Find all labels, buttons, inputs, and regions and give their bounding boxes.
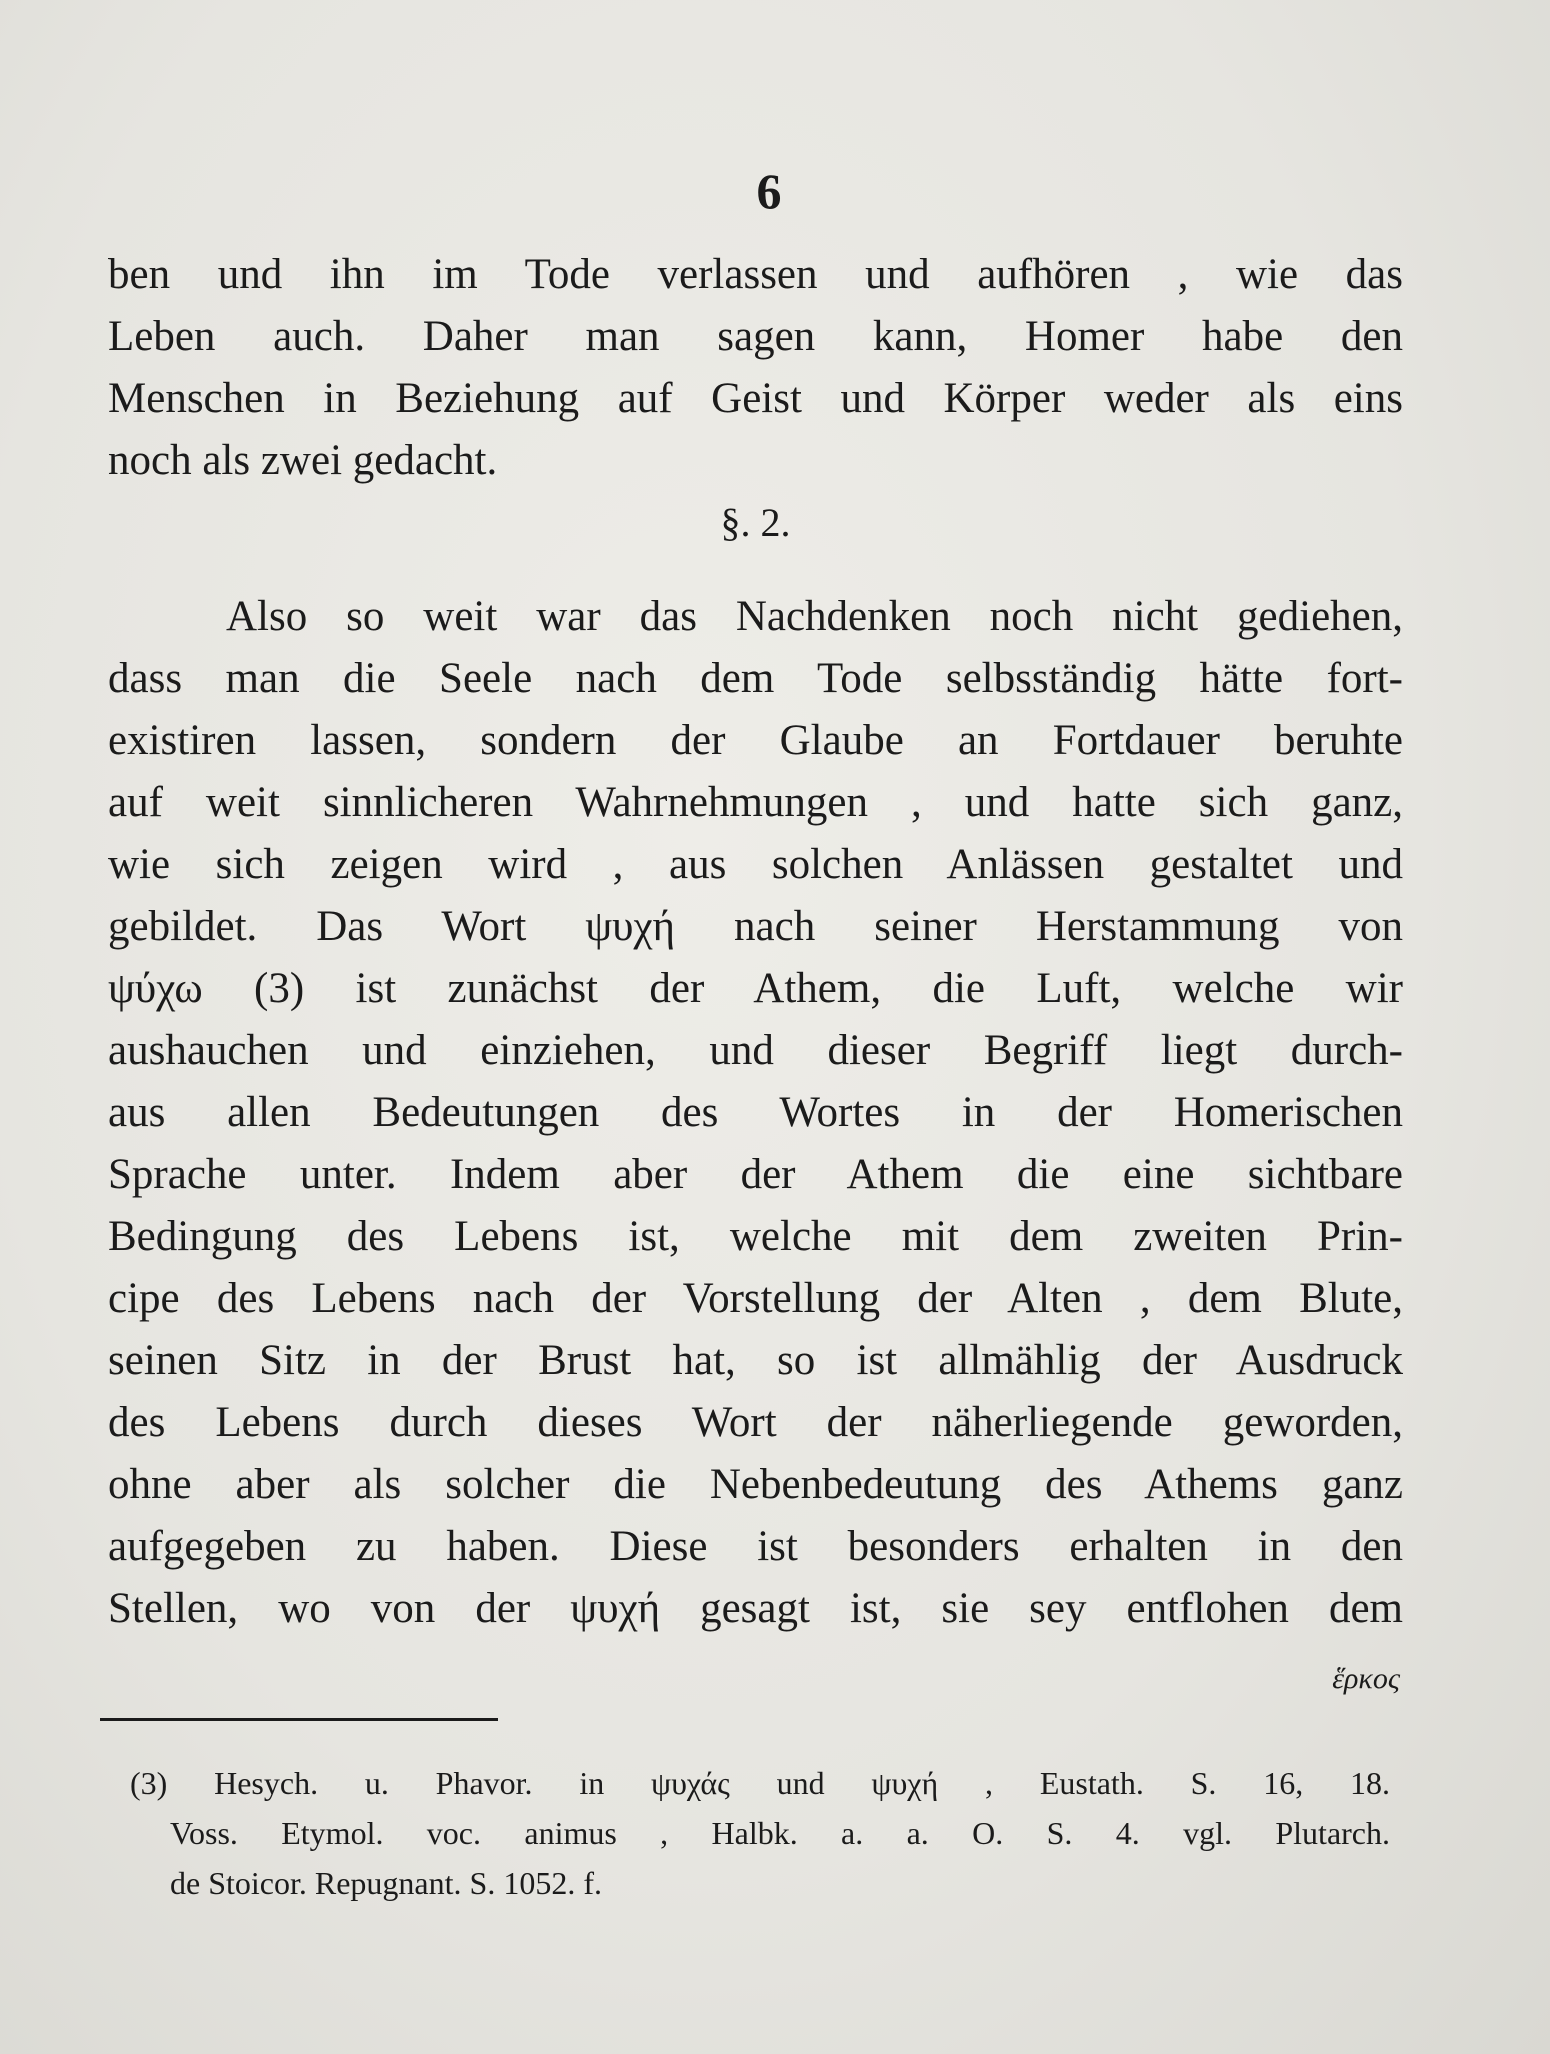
text-line: Bedingung des Lebens ist, welche mit dem zweiten Prin- [108, 1213, 1403, 1260]
text-line: gebildet. Das Wort ψυχή nach seiner Herstammung von [108, 903, 1403, 950]
page-number: 6 [756, 163, 782, 219]
text-line: aufgegeben zu haben. Diese ist besonders erhalten in den [108, 1523, 1403, 1570]
text-line: Sprache unter. Indem aber der Athem die eine sichtbare [108, 1151, 1403, 1198]
text-line: Leben auch. Daher man sagen kann, Homer habe den [108, 313, 1403, 360]
text-line: ψύχω (3) ist zunächst der Athem, die Luft, welche wir [108, 965, 1403, 1012]
text-line: Also so weit war das Nachdenken noch nicht gediehen, [226, 593, 1403, 640]
body-text-section-2 [108, 586, 1403, 1640]
footnote-line: (3) Hesych. u. Phavor. in ψυχάς und ψυχή , Eustath. S. 16, 18. [130, 1765, 1390, 1801]
body-text-continuation [108, 244, 1403, 554]
text-line: wie sich zeigen wird , aus solchen Anlässen gestaltet und [108, 841, 1403, 888]
text-line: aus allen Bedeutungen des Wortes in der Homerischen [108, 1089, 1403, 1136]
footnote-line: Voss. Etymol. voc. animus , Halbk. a. a. O. S. 4. vgl. Plutarch. [170, 1815, 1390, 1851]
text-line: noch als zwei gedacht. [108, 437, 498, 484]
text-line: aushauchen und einziehen, und dieser Begriff liegt durch- [108, 1027, 1403, 1074]
text-line: des Lebens durch dieses Wort der näherliegende geworden, [108, 1399, 1403, 1446]
text-line: ohne aber als solcher die Nebenbedeutung des Athems ganz [108, 1461, 1403, 1508]
catchword: ἕρκος [1332, 1662, 1400, 1695]
footnote-line: de Stoicor. Repugnant. S. 1052. f. [170, 1865, 602, 1901]
text-line: seinen Sitz in der Brust hat, so ist allmählig der Ausdruck [108, 1337, 1403, 1384]
text-line: auf weit sinnlicheren Wahrnehmungen , und hatte sich ganz, [108, 779, 1403, 826]
text-line: Menschen in Beziehung auf Geist und Körper weder als eins [108, 375, 1403, 422]
footnote-rule [100, 1718, 498, 1721]
text-line: cipe des Lebens nach der Vorstellung der Alten , dem Blute, [108, 1275, 1403, 1322]
text-line: existiren lassen, sondern der Glaube an Fortdauer beruhte [108, 717, 1403, 764]
footnote [130, 1758, 1390, 1908]
section-heading: §. 2. [720, 500, 791, 545]
text-line: Stellen, wo von der ψυχή gesagt ist, sie sey entflohen dem [108, 1585, 1403, 1632]
text-line: dass man die Seele nach dem Tode selbsständig hätte fort- [108, 655, 1403, 702]
text-line: ben und ihn im Tode verlassen und aufhören , wie das [108, 251, 1403, 298]
